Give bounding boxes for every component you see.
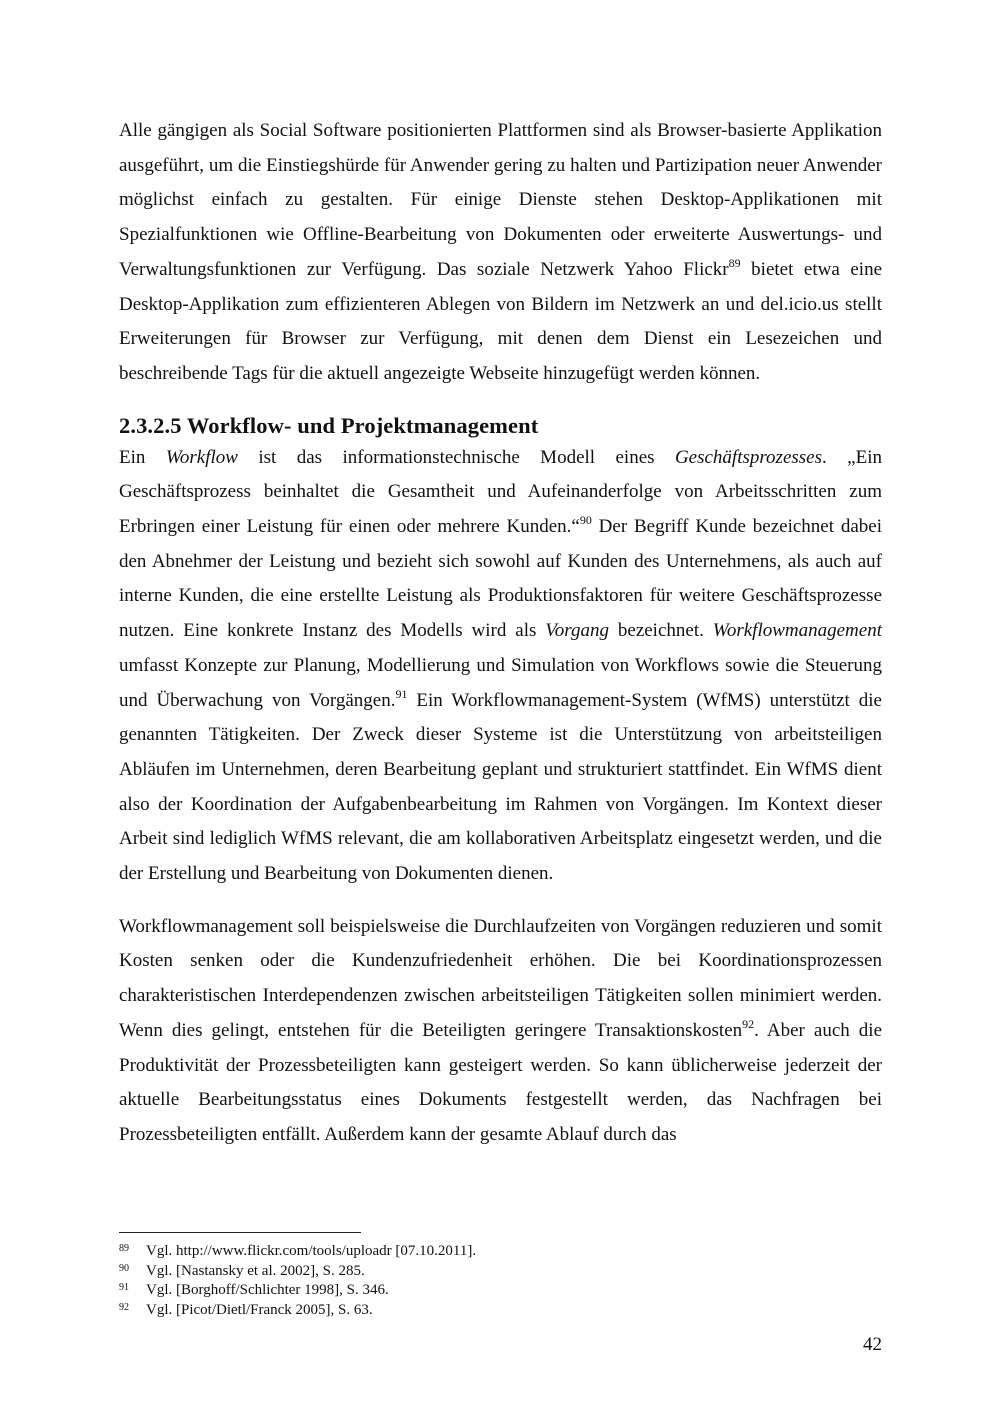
intro-paragraph (119, 114, 882, 392)
term-vorgang: Vorgang (545, 620, 609, 642)
term-workflowmanagement: Workflowmanagement (712, 620, 882, 642)
term-geschaeftsprozess: Geschäftsprozesses (674, 446, 823, 468)
workflow-text: . „Ein Geschäftsprozess beinhaltet die Gesamtheit und Aufeinanderfolge von Arbeitsschritten zum Erbringen einer Leistung für einen oder mehrere Kunden.“ (119, 446, 882, 538)
workflow-text: Der Begriff Kunde bezeichnet dabei den Abnehmer der Leistung und bezieht sich sowohl auf Kunden des Unternehmens, als auch auf interne Kunden, die eine erstellte Leistung als Produktionsfaktoren für weitere Geschäftsprozesse nutzen. Eine konkrete Instanz des Modells wird als (119, 516, 882, 642)
term-workflow: Workflow (165, 446, 238, 468)
page-body (119, 114, 882, 1153)
footnote-text: Vgl. [Nastansky et al. 2002], S. 285. (146, 1262, 365, 1279)
management-paragraph (119, 910, 882, 1153)
workflow-text: umfasst Konzepte zur Planung, Modellierung und Simulation von Workflows sowie die Steuerung und Überwachung von Vorgängen. (119, 654, 882, 711)
footnote-ref-92: 92 (742, 1016, 755, 1031)
section-heading: 2.3.2.5 Workflow- und Projektmanagement (119, 412, 539, 438)
workflow-text: bezeichnet. (608, 620, 713, 642)
workflow-paragraph (119, 441, 882, 892)
footnote-number: 92 (119, 1301, 129, 1313)
management-text: . Aber auch die Produktivität der Prozessbeteiligten kann gesteigert werden. So kann üblicherweise jederzeit der aktuelle Bearbeitungsstatus eines Dokuments festgestellt werden, das Nachfragen bei Prozessbeteiligten entfällt. Außerdem kann der gesamte Ablauf durch das (119, 1019, 882, 1145)
management-text: Workflowmanagement soll beispielsweise die Durchlaufzeiten von Vorgängen reduzieren und somit Kosten senken oder die Kundenzufriedenheit erhöhen. Die bei Koordinationsprozessen charakteristischen Interdependenzen zwischen arbeitsteiligen Tätigkeiten sollen minimiert werden. Wenn dies gelingt, entstehen für die Beteiligten geringere Transaktionskosten (119, 915, 882, 1041)
footnote-text: Vgl. http://www.flickr.com/tools/uploadr [07.10.2011]. (146, 1243, 477, 1259)
footnote-text: Vgl. [Borghoff/Schlichter 1998], S. 346. (146, 1282, 389, 1298)
footnote-item (119, 1242, 882, 1262)
footnote-item (119, 1262, 882, 1282)
footnote-number: 90 (119, 1262, 129, 1274)
footnote-item (119, 1281, 882, 1301)
intro-text-2: bietet etwa eine Desktop-Applikation zum effizienteren Ablegen von Bildern im Netzwerk an und del.icio.us stellt Erweiterungen für Browser zur Verfügung, mit denen dem Dienst ein Lesezeichen und beschreibende Tags für die aktuell angezeigte Webseite hinzugefügt werden können. (119, 258, 882, 384)
workflow-text: Ein (119, 446, 166, 468)
workflow-text: ist das informationstechnische Modell eines (237, 446, 675, 468)
footnote-number: 91 (119, 1282, 129, 1293)
intro-text-1: Alle gängigen als Social Software positionierten Plattformen sind als Browser-basierte Applikation ausgeführt, um die Einstiegshürde für Anwender gering zu halten und Partizipation neuer Anwender möglichst einfach zu gestalten. Für einige Dienste stehen Desktop-Applikationen mit Spezialfunktionen wie Offline-Bearbeitung von Dokumenten oder erweiterte Auswertungs- und Verwaltungsfunktionen zur Verfügung. Das soziale Netzwerk Yahoo Flickr (119, 120, 882, 280)
footnotes (119, 1242, 882, 1320)
footnote-number: 89 (119, 1243, 129, 1254)
footnote-item (119, 1301, 882, 1321)
footnote-ref-90: 90 (579, 513, 592, 528)
page-number: 42 (863, 1334, 882, 1355)
workflow-text: Ein Workflowmanagement-System (WfMS) unterstützt die genannten Tätigkeiten. Der Zweck dieser Systeme ist die Unterstützung von arbeitsteiligen Abläufen im Unternehmen, deren Bearbeitung geplant und strukturiert stattfindet. Ein WfMS dient also der Koordination der Aufgabenbearbeitung im Rahmen von Vorgängen. Im Kontext dieser Arbeit sind lediglich WfMS relevant, die am kollaborativen Arbeitsplatz eingesetzt werden, und die der Erstellung und Bearbeitung von Dokumenten dienen. (119, 689, 882, 885)
footnote-ref-91: 91 (395, 686, 408, 701)
footnote-text: Vgl. [Picot/Dietl/Franck 2005], S. 63. (146, 1301, 373, 1318)
footnote-separator (119, 1232, 361, 1233)
footnote-ref-89: 89 (728, 255, 741, 270)
